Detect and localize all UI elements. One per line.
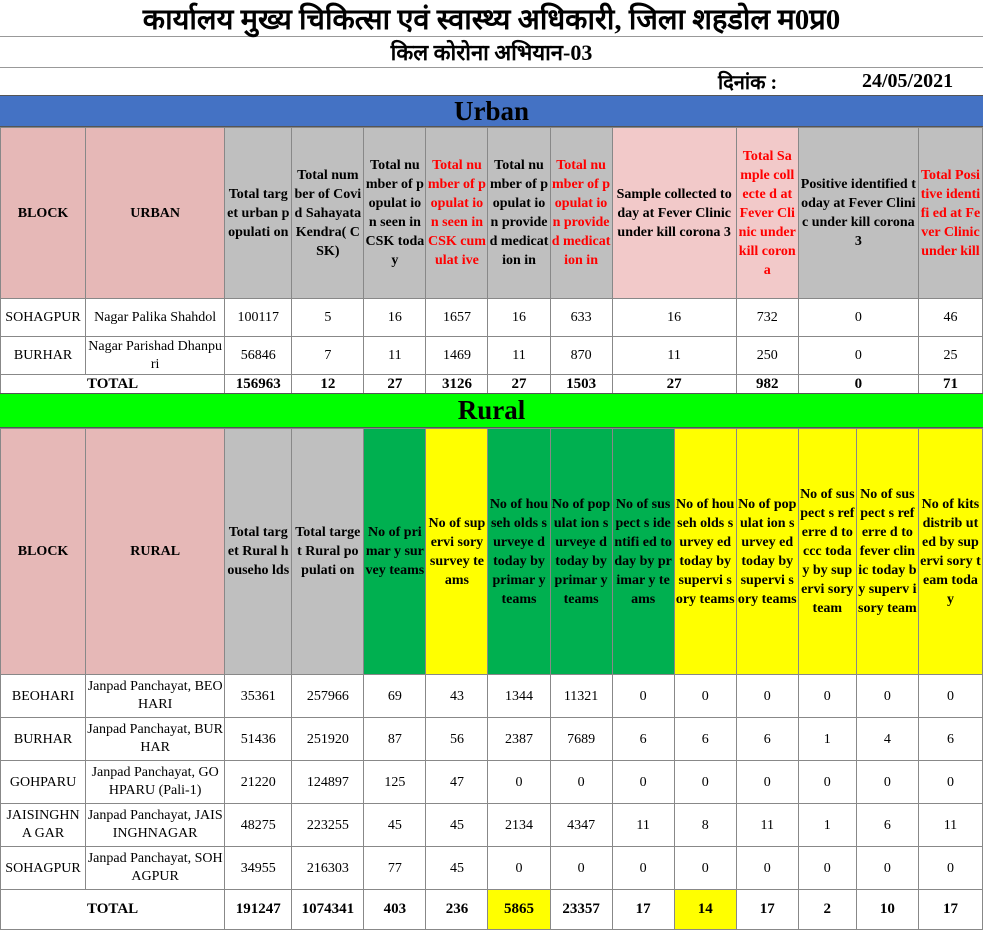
rural-header-kits-distributed: No of kits distrib uted by supervi sory team today bbox=[918, 429, 982, 675]
urban-header-csk-count: Total number of Covid Sahayata Kendra( CSK) bbox=[292, 128, 364, 299]
cell: Nagar Parishad Dhanpuri bbox=[86, 337, 225, 375]
cell: 223255 bbox=[292, 804, 364, 847]
cell: 403 bbox=[364, 890, 426, 930]
cell: 0 bbox=[798, 847, 856, 890]
cell: 34955 bbox=[225, 847, 292, 890]
cell: 6 bbox=[736, 718, 798, 761]
cell: 16 bbox=[364, 299, 426, 337]
rural-header-referred-fever-clinic: No of suspect s referre d to fever clinic today by superv isory team bbox=[856, 429, 918, 675]
cell: 17 bbox=[918, 890, 982, 930]
cell: 2 bbox=[798, 890, 856, 930]
cell: 100117 bbox=[225, 299, 292, 337]
cell: 87 bbox=[364, 718, 426, 761]
urban-header-sample-today: Sample collected today at Fever Clinic under kill corona 3 bbox=[612, 128, 736, 299]
cell: 6 bbox=[918, 718, 982, 761]
total-row bbox=[1, 890, 983, 930]
cell: 48275 bbox=[225, 804, 292, 847]
cell: 2134 bbox=[488, 804, 550, 847]
rural-section-title: Rural bbox=[0, 393, 983, 428]
cell: 45 bbox=[364, 804, 426, 847]
cell: 11 bbox=[918, 804, 982, 847]
cell: 0 bbox=[856, 761, 918, 804]
cell: 11321 bbox=[550, 675, 612, 718]
urban-header-row bbox=[1, 128, 983, 299]
cell: 27 bbox=[364, 375, 426, 395]
cell: 0 bbox=[918, 675, 982, 718]
rural-header-referred-ccc: No of suspect s referre d to ccc today by supervi sory team bbox=[798, 429, 856, 675]
cell: 0 bbox=[550, 761, 612, 804]
cell: SOHAGPUR bbox=[1, 847, 86, 890]
cell: 56 bbox=[426, 718, 488, 761]
cell: 6 bbox=[612, 718, 674, 761]
rural-header-households-primary: No of househ olds surveye d today by primar y teams bbox=[488, 429, 550, 675]
table-row bbox=[1, 847, 983, 890]
table-row bbox=[1, 675, 983, 718]
urban-header-positive-total: Total Positive identifi ed at Fever Clinic under kill bbox=[918, 128, 982, 299]
cell: SOHAGPUR bbox=[1, 299, 86, 337]
cell: 17 bbox=[736, 890, 798, 930]
rural-header-supervisory-teams: No of supervi sory survey teams bbox=[426, 429, 488, 675]
rural-header-population-supervisory: No of populat ion survey ed today by supervi sory teams bbox=[736, 429, 798, 675]
cell: 17 bbox=[612, 890, 674, 930]
cell: Janpad Panchayat, BEOHARI bbox=[86, 675, 225, 718]
urban-section-title: Urban bbox=[0, 95, 983, 127]
table-row bbox=[1, 718, 983, 761]
cell: 0 bbox=[674, 847, 736, 890]
cell: 7 bbox=[292, 337, 364, 375]
report-title: कार्यालय मुख्य चिकित्सा एवं स्वास्थ्य अधिकारी, जिला शहडोल म0प्र0 bbox=[0, 0, 983, 37]
cell: 16 bbox=[612, 299, 736, 337]
cell: 6 bbox=[674, 718, 736, 761]
cell: 0 bbox=[798, 761, 856, 804]
cell: 51436 bbox=[225, 718, 292, 761]
cell: 1 bbox=[798, 804, 856, 847]
cell: 7689 bbox=[550, 718, 612, 761]
cell: 11 bbox=[612, 337, 736, 375]
rural-header-suspects-primary: No of suspect s identifi ed today by primar y teams bbox=[612, 429, 674, 675]
cell: 27 bbox=[612, 375, 736, 395]
urban-header-medication-total: Total number of populat ion provide d medicat ion in bbox=[550, 128, 612, 299]
cell: Janpad Panchayat, SOHAGPUR bbox=[86, 847, 225, 890]
table-row bbox=[1, 337, 983, 375]
cell: 77 bbox=[364, 847, 426, 890]
date-label: दिनांक : bbox=[718, 72, 778, 94]
cell: 0 bbox=[488, 761, 550, 804]
cell: 45 bbox=[426, 804, 488, 847]
cell: 1469 bbox=[426, 337, 488, 375]
cell: 56846 bbox=[225, 337, 292, 375]
rural-header-population-primary: No of populat ion surveye d today by primar y teams bbox=[550, 429, 612, 675]
cell: 216303 bbox=[292, 847, 364, 890]
highlighted-total: 5865 bbox=[488, 890, 550, 930]
cell: 69 bbox=[364, 675, 426, 718]
rural-table bbox=[0, 428, 983, 930]
highlighted-total: 14 bbox=[674, 890, 736, 930]
cell: 2387 bbox=[488, 718, 550, 761]
cell: 251920 bbox=[292, 718, 364, 761]
urban-header-block: BLOCK bbox=[1, 128, 86, 299]
cell: 0 bbox=[612, 847, 674, 890]
cell: 21220 bbox=[225, 761, 292, 804]
urban-header-target-population: Total target urban populati on bbox=[225, 128, 292, 299]
cell: 257966 bbox=[292, 675, 364, 718]
table-row bbox=[1, 761, 983, 804]
cell: 11 bbox=[612, 804, 674, 847]
rural-header-target-population: Total target Rural populati on bbox=[292, 429, 364, 675]
rural-header-block: BLOCK bbox=[1, 429, 86, 675]
cell: BURHAR bbox=[1, 718, 86, 761]
cell: 45 bbox=[426, 847, 488, 890]
cell: 46 bbox=[918, 299, 982, 337]
rural-header-rural: RURAL bbox=[86, 429, 225, 675]
cell: 0 bbox=[856, 675, 918, 718]
urban-header-urban: URBAN bbox=[86, 128, 225, 299]
cell: 1074341 bbox=[292, 890, 364, 930]
cell: 0 bbox=[798, 337, 918, 375]
cell: Janpad Panchayat, JAISINGHNAGAR bbox=[86, 804, 225, 847]
date-row bbox=[0, 68, 983, 96]
cell: 8 bbox=[674, 804, 736, 847]
cell: 124897 bbox=[292, 761, 364, 804]
table-row bbox=[1, 299, 983, 337]
cell: 0 bbox=[736, 675, 798, 718]
cell: 191247 bbox=[225, 890, 292, 930]
cell: 25 bbox=[918, 337, 982, 375]
cell: 0 bbox=[798, 675, 856, 718]
total-label: TOTAL bbox=[1, 375, 225, 395]
campaign-subtitle: किल कोरोना अभियान-03 bbox=[0, 37, 983, 68]
cell: 0 bbox=[736, 847, 798, 890]
cell: 0 bbox=[550, 847, 612, 890]
cell: 0 bbox=[488, 847, 550, 890]
cell: 125 bbox=[364, 761, 426, 804]
cell: 0 bbox=[918, 761, 982, 804]
cell: 982 bbox=[736, 375, 798, 395]
cell: GOHPARU bbox=[1, 761, 86, 804]
rural-header-households-supervisory: No of househ olds survey ed today by supervi sory teams bbox=[674, 429, 736, 675]
cell: 11 bbox=[364, 337, 426, 375]
urban-header-medication-today: Total number of populat ion provide d medicat ion in bbox=[488, 128, 550, 299]
cell: 1 bbox=[798, 718, 856, 761]
cell: 0 bbox=[612, 675, 674, 718]
cell: 10 bbox=[856, 890, 918, 930]
cell: BURHAR bbox=[1, 337, 86, 375]
cell: 27 bbox=[488, 375, 550, 395]
total-row bbox=[1, 375, 983, 395]
cell: 3126 bbox=[426, 375, 488, 395]
cell: 5 bbox=[292, 299, 364, 337]
cell: 732 bbox=[736, 299, 798, 337]
cell: 12 bbox=[292, 375, 364, 395]
cell: 250 bbox=[736, 337, 798, 375]
urban-header-sample-total: Total Sample collecte d at Fever Clinic under kill corona bbox=[736, 128, 798, 299]
total-label: TOTAL bbox=[1, 890, 225, 930]
cell: Janpad Panchayat, GOHPARU (Pali-1) bbox=[86, 761, 225, 804]
cell: 0 bbox=[798, 299, 918, 337]
rural-header-primary-teams: No of primar y survey teams bbox=[364, 429, 426, 675]
rural-header-target-households: Total target Rural househo lds bbox=[225, 429, 292, 675]
urban-table bbox=[0, 127, 983, 395]
cell: 43 bbox=[426, 675, 488, 718]
cell: 16 bbox=[488, 299, 550, 337]
cell: 1503 bbox=[550, 375, 612, 395]
cell: 0 bbox=[674, 761, 736, 804]
cell: 1657 bbox=[426, 299, 488, 337]
cell: 11 bbox=[736, 804, 798, 847]
date-value: 24/05/2021 bbox=[862, 70, 954, 92]
urban-header-seen-today: Total number of populat ion seen in CSK today bbox=[364, 128, 426, 299]
cell: 156963 bbox=[225, 375, 292, 395]
cell: 0 bbox=[612, 761, 674, 804]
cell: 0 bbox=[856, 847, 918, 890]
table-row bbox=[1, 804, 983, 847]
cell: 0 bbox=[736, 761, 798, 804]
cell: 71 bbox=[918, 375, 982, 395]
cell: 35361 bbox=[225, 675, 292, 718]
cell: 1344 bbox=[488, 675, 550, 718]
cell: 47 bbox=[426, 761, 488, 804]
cell: 0 bbox=[674, 675, 736, 718]
cell: 4347 bbox=[550, 804, 612, 847]
cell: Janpad Panchayat, BURHAR bbox=[86, 718, 225, 761]
cell: 0 bbox=[798, 375, 918, 395]
cell: Nagar Palika Shahdol bbox=[86, 299, 225, 337]
rural-header-row bbox=[1, 429, 983, 675]
cell: 0 bbox=[918, 847, 982, 890]
cell: BEOHARI bbox=[1, 675, 86, 718]
cell: 870 bbox=[550, 337, 612, 375]
cell: JAISINGHNA GAR bbox=[1, 804, 86, 847]
cell: 23357 bbox=[550, 890, 612, 930]
cell: 11 bbox=[488, 337, 550, 375]
cell: 6 bbox=[856, 804, 918, 847]
cell: 633 bbox=[550, 299, 612, 337]
urban-header-positive-today: Positive identified today at Fever Clinic under kill corona 3 bbox=[798, 128, 918, 299]
cell: 236 bbox=[426, 890, 488, 930]
cell: 4 bbox=[856, 718, 918, 761]
urban-header-seen-cumulative: Total number of populat ion seen in CSK cumulat ive bbox=[426, 128, 488, 299]
